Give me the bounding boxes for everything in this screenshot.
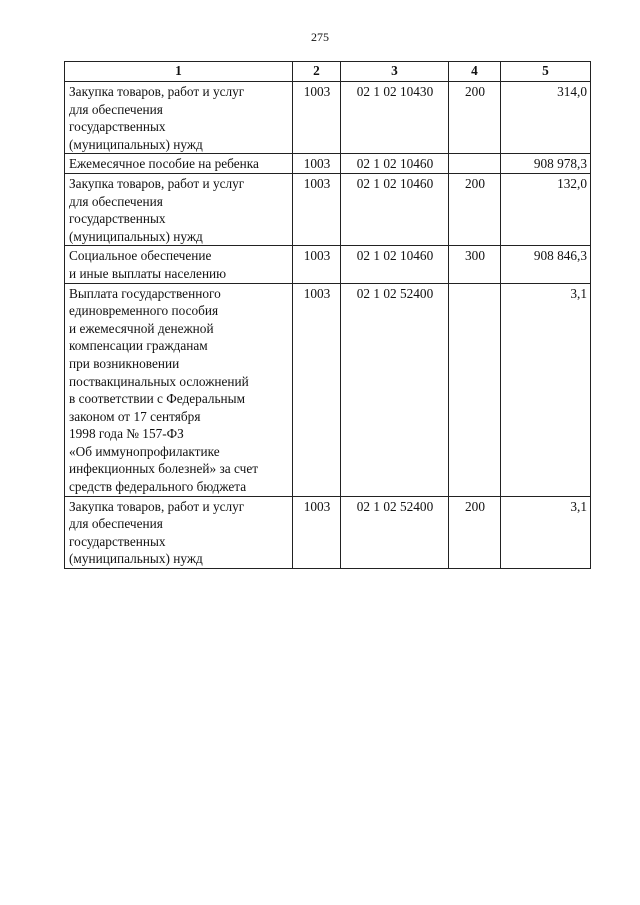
header-col-3: 3 [341, 62, 449, 82]
header-col-1: 1 [65, 62, 293, 82]
header-col-5: 5 [501, 62, 591, 82]
row-kind [449, 283, 501, 496]
page-number: 275 [311, 30, 329, 44]
row-section: 1003 [293, 246, 341, 283]
row-code: 02 1 02 10460 [341, 173, 449, 245]
row-name: Социальное обеспечение и иные выплаты населению [65, 246, 293, 283]
row-code: 02 1 02 52400 [341, 283, 449, 496]
row-amount: 908 978,3 [501, 154, 591, 174]
row-name: Закупка товаров, работ и услуг для обеспечения государственных (муниципальных) нужд [65, 496, 293, 568]
row-amount: 908 846,3 [501, 246, 591, 283]
table-header-row [65, 62, 591, 82]
row-kind: 200 [449, 173, 501, 245]
row-kind [449, 154, 501, 174]
budget-table [64, 61, 591, 569]
header-col-4: 4 [449, 62, 501, 82]
row-kind: 300 [449, 246, 501, 283]
table-row [65, 173, 591, 245]
row-section: 1003 [293, 496, 341, 568]
header-col-2: 2 [293, 62, 341, 82]
row-section: 1003 [293, 173, 341, 245]
row-amount: 132,0 [501, 173, 591, 245]
row-name: Закупка товаров, работ и услуг для обеспечения государственных (муниципальных) нужд [65, 82, 293, 154]
row-amount: 314,0 [501, 82, 591, 154]
table-row [65, 496, 591, 568]
row-kind: 200 [449, 82, 501, 154]
row-code: 02 1 02 10430 [341, 82, 449, 154]
table-row [65, 82, 591, 154]
row-name: Закупка товаров, работ и услуг для обеспечения государственных (муниципальных) нужд [65, 173, 293, 245]
table-row [65, 154, 591, 174]
row-section: 1003 [293, 283, 341, 496]
row-code: 02 1 02 52400 [341, 496, 449, 568]
row-section: 1003 [293, 82, 341, 154]
row-amount: 3,1 [501, 283, 591, 496]
row-section: 1003 [293, 154, 341, 174]
row-code: 02 1 02 10460 [341, 246, 449, 283]
row-name: Ежемесячное пособие на ребенка [65, 154, 293, 174]
row-name: Выплата государственного единовременного пособия и ежемесячной денежной компенсации гражданам при возникновении поствакцинальных осложнений в соответствии с Федеральным законом от 17 сентября 1998 года № 157-ФЗ «Об иммунопрофилактике инфекционных болезней» за счет средств федерального бюджета [65, 283, 293, 496]
row-amount: 3,1 [501, 496, 591, 568]
row-code: 02 1 02 10460 [341, 154, 449, 174]
row-kind: 200 [449, 496, 501, 568]
table-row [65, 283, 591, 496]
table-row [65, 246, 591, 283]
